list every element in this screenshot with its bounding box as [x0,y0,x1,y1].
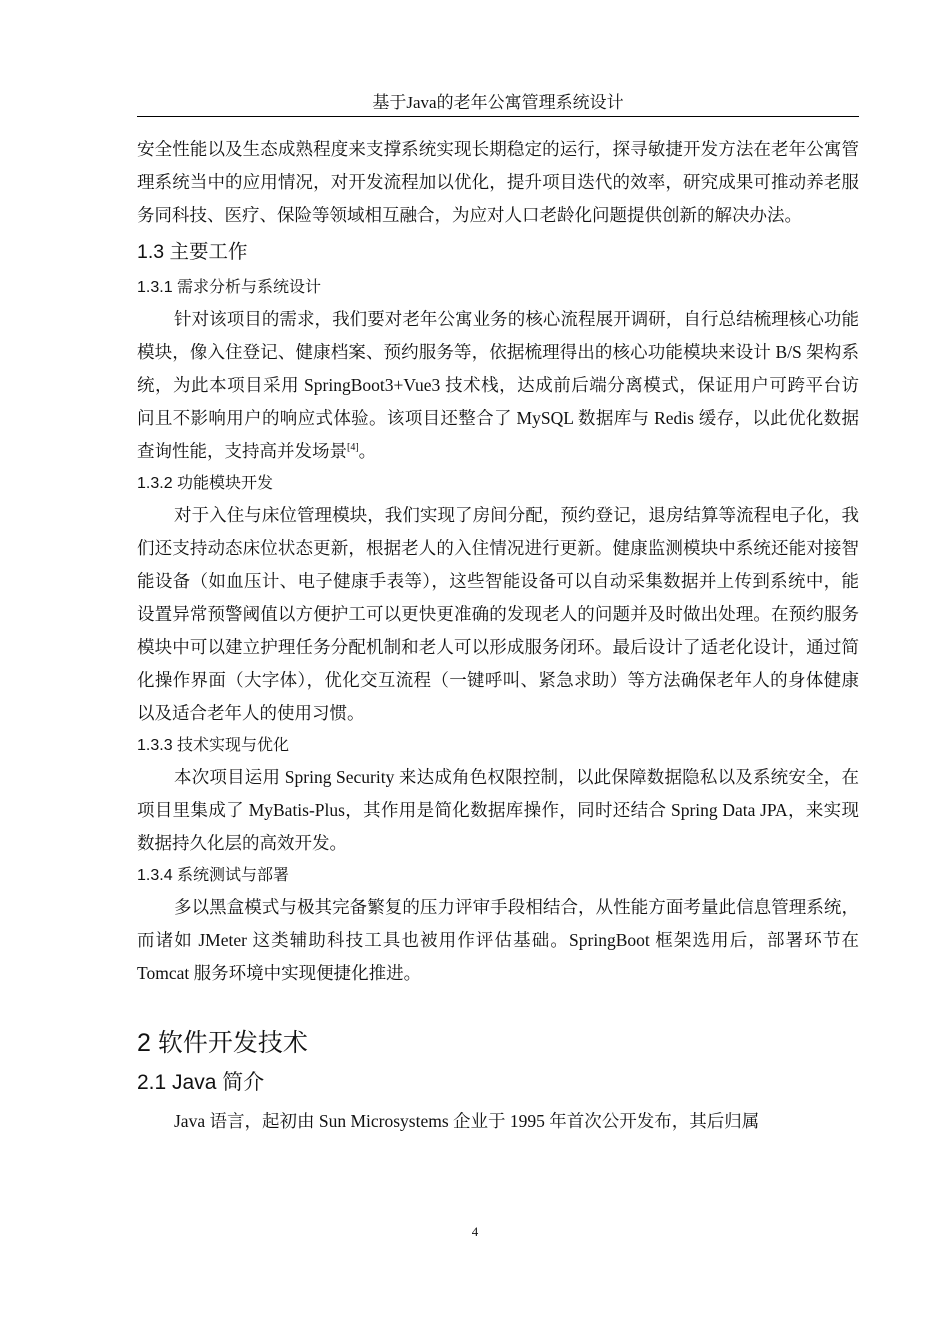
paragraph-end-mark: 。 [358,441,377,461]
subsection-heading-1-3-4: 1.3.4 系统测试与部署 [137,867,290,884]
paragraph-modules: 对于入住与床位管理模块，我们实现了房间分配，预约登记，退房结算等流程电子化，我们还支持动态床位状态更新，根据老人的入住情况进行更新。健康监测模块中系统还能对接智能设备（如血压计、电子健康手表等），这些智能设备可以自动采集数据并上传到系统中，能设置异常预警阈值以方便护工可以更快更准确的发现老人的问题并及时做出处理。在预约服务模块中可以建立护理任务分配机制和老人可以形成服务闭环。最后设计了适老化设计，通过简化操作界面（大字体），优化交互流程（一键呼叫、紧急求助）等方法确保老年人的身体健康以及适合老年人的使用习惯。 [137,505,859,723]
subsection-heading-1-3-3: 1.3.3 技术实现与优化 [137,737,290,754]
page-number: 4 [471,1224,479,1239]
chapter-heading-2: 2 软件开发技术 [137,1029,308,1057]
paragraph-continued: 安全性能以及生态成熟程度来支撑系统实现长期稳定的运行，探寻敏捷开发方法在老年公寓管理系统当中的应用情况，对开发流程加以优化，提升项目迭代的效率，研究成果可推动养老服务同科技、医疗、保险等领域相互融合，为应对人口老龄化问题提供创新的解决办法。 [137,139,859,225]
running-header: 基于Java的老年公寓管理系统设计 [372,93,624,112]
paragraph-requirements [137,303,859,468]
header-rule [137,116,859,117]
citation-ref: [4] [347,442,359,454]
section-heading-2-1: 2.1 Java 简介 [137,1071,265,1094]
subsection-heading-1-3-1: 1.3.1 需求分析与系统设计 [137,279,322,296]
paragraph-implementation: 本次项目运用 Spring Security 来达成角色权限控制，以此保障数据隐私以及系统安全，在项目里集成了 MyBatis-Plus，其作用是简化数据库操作，同时还结合 Spring Data JPA，来实现数据持久化层的高效开发。 [137,767,859,853]
section-heading-1-3: 1.3 主要工作 [137,241,248,263]
paragraph-requirements-text: 针对该项目的需求，我们要对老年公寓业务的核心流程展开调研，自行总结梳理核心功能模块，像入住登记、健康档案、预约服务等，依据梳理得出的核心功能模块来设计 B/S 架构系统，为此本项目采用 SpringBoot3+Vue3 技术栈，达成前后端分离模式，保证用户可跨平台访问且不影响用户的响应式体验。该项目还整合了 MySQL 数据库与 Redis 缓存，以此优化数据查询性能，支持高并发场景 [137,309,859,461]
paragraph-testing: 多以黑盒模式与极其完备繁复的压力评审手段相结合，从性能方面考量此信息管理系统，而诸如 JMeter 这类辅助科技工具也被用作评估基础。SpringBoot 框架选用后，部署环节在 Tomcat 服务环境中实现便捷化推进。 [137,897,859,983]
subsection-heading-1-3-2: 1.3.2 功能模块开发 [137,475,274,492]
page-body [137,133,859,1138]
paragraph-java-intro: Java 语言，起初由 Sun Microsystems 企业于 1995 年首次公开发布，其后归属 [174,1111,760,1131]
